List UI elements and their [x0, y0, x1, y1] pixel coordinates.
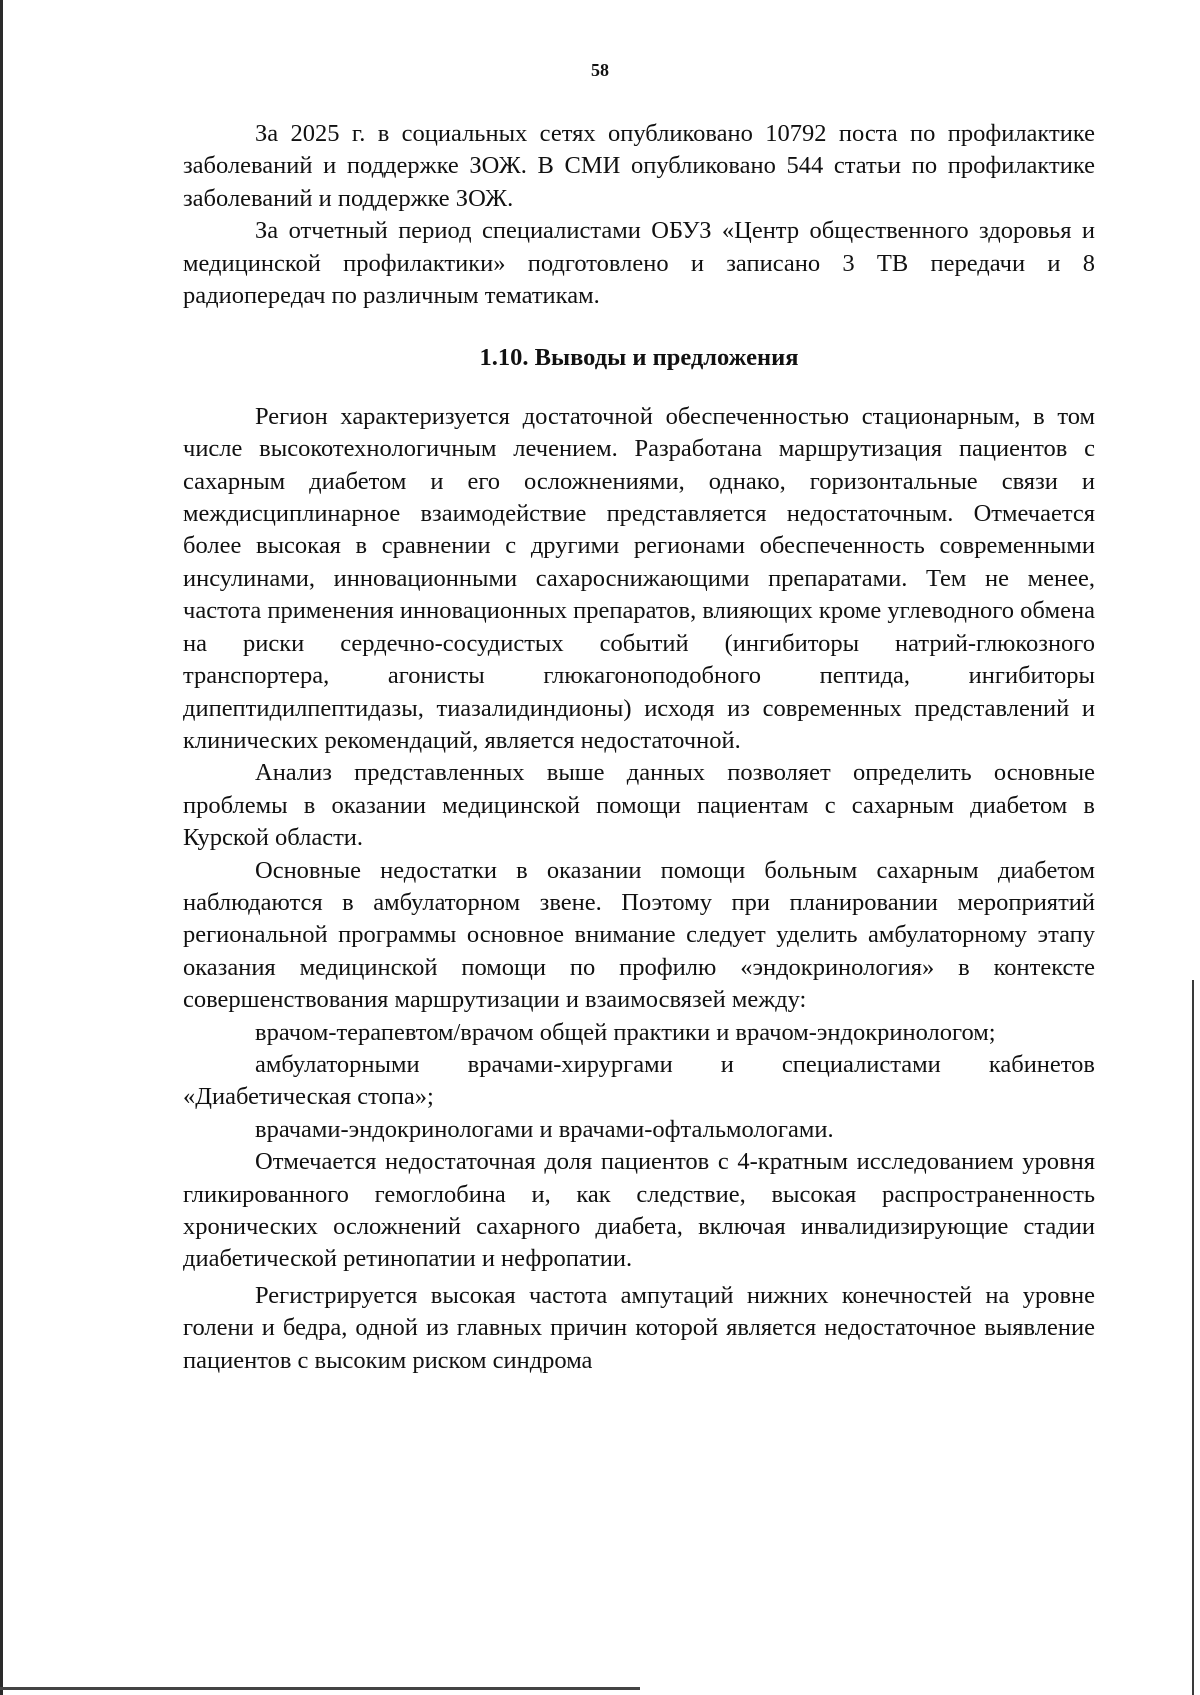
scan-edge-right — [1192, 980, 1194, 1695]
paragraph-shortcomings: Основные недостатки в оказании помощи больным сахарным диабетом наблюдаются в амбулаторном звене. Поэтому при планировании мероприятий региональной программы основное внимание следует уделить амбулаторному этапу оказания медицинской помощи по профилю «эндокринология» в контексте совершенствования маршрутизации и взаимосвязей между: — [183, 856, 1095, 1014]
paragraph-tv-radio: За отчетный период специалистами ОБУЗ «Центр общественного здоровья и медицинской профилактики» подготовлено и записано 3 ТВ передачи и 8 радиопередач по различным тематикам. — [183, 217, 1095, 310]
document-body — [183, 118, 1095, 1377]
paragraph-analysis: Анализ представленных выше данных позволяет определить основные проблемы в оказании медицинской помощи пациентам с сахарным диабетом в Курской области. — [183, 759, 1095, 852]
list-item-surgeons: амбулаторными врачами-хирургами и специалистами кабинетов «Диабетическая стопа»; — [183, 1050, 1095, 1111]
paragraph-hba1c: Отмечается недостаточная доля пациентов с 4-кратным исследованием уровня гликированного гемоглобина и, как следствие, высокая распространенность хронических осложнений сахарного диабета, включая инвалидизирующие стадии диабетической ретинопатии и нефропатии. — [183, 1148, 1095, 1273]
list-item-therapist: врачом-терапевтом/врачом общей практики и врачом-эндокринологом; — [255, 1018, 996, 1046]
paragraph-region: Регион характеризуется достаточной обеспеченностью стационарным, в том числе высокотехнологичным лечением. Разработана маршрутизация пациентов с сахарным диабетом и его осложнениями, однако, горизонтальные связи и междисциплинарное взаимодействие представляется недостаточным. Отмечается более высокая в сравнении с другими регионами обеспеченность современными инсулинами, инновационными сахароснижающими препаратами. Тем не менее, частота применения инновационных препаратов, влияющих кроме углеводного обмена на риски сердечно-сосудистых событий (ингибиторы натрий-глюкозного транспортера, агонисты глюкагоноподобного пептида, ингибиторы дипептидилпептидазы, тиазалидиндионы) исходя из современных представлений и клинических рекомендаций, является недостаточной. — [183, 402, 1095, 754]
page-number: 58 — [591, 60, 609, 80]
paragraph-social-media: За 2025 г. в социальных сетях опубликовано 10792 поста по профилактике заболеваний и поддержке ЗОЖ. В СМИ опубликовано 544 статьи по профилактике заболеваний и поддержке ЗОЖ. — [183, 120, 1095, 212]
list-item-ophthalmologists: врачами-эндокринологами и врачами-офтальмологами. — [255, 1115, 834, 1143]
scan-edge-bottom — [0, 1687, 640, 1690]
paragraph-amputations: Регистрируется высокая частота ампутаций нижних конечностей на уровне голени и бедра, одной из главных причин которой является недостаточное выявление пациентов с высоким риском синдрома — [183, 1281, 1095, 1374]
scan-edge-left — [0, 0, 3, 1695]
section-heading: 1.10. Выводы и предложения — [479, 344, 799, 372]
